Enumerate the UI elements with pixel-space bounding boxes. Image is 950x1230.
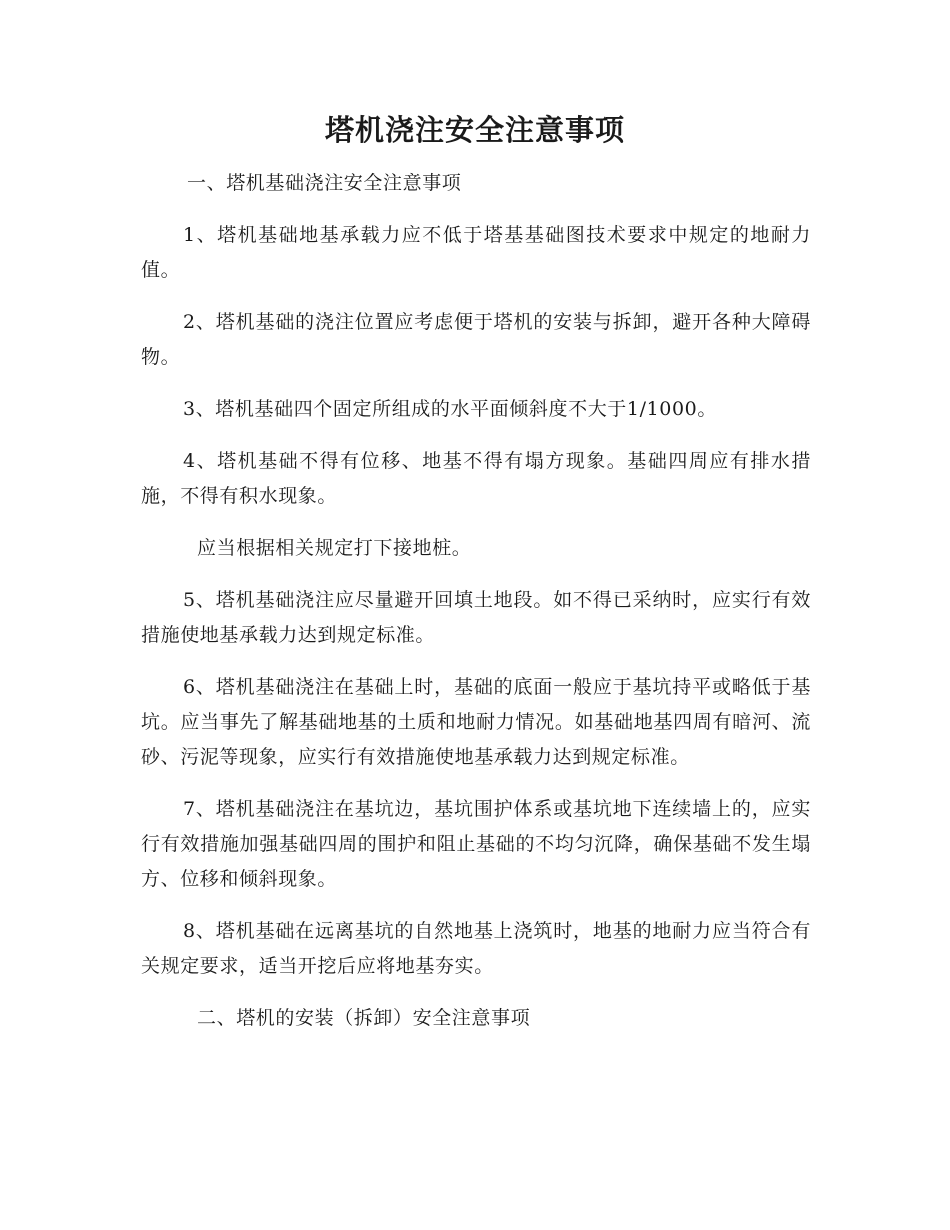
paragraph-item-4: 4、塔机基础不得有位移、地基不得有塌方现象。基础四周应有排水措施，不得有积水现象。 (141, 450, 811, 507)
paragraph-note-grounding: 应当根据相关规定打下接地桩。 (197, 537, 472, 559)
paragraph-item-7: 7、塔机基础浇注在基坑边，基坑围护体系或基坑地下连续墙上的，应实行有效措施加强基础四周的围护和阻止基础的不均匀沉降，确保基础不发生塌方、位移和倾斜现象。 (141, 798, 811, 890)
paragraph-item-1: 1、塔机基础地基承载力应不低于塔基基础图技术要求中规定的地耐力值。 (141, 224, 811, 281)
section-heading-2: 二、塔机的安装（拆卸）安全注意事项 (197, 1007, 531, 1029)
paragraph-item-8: 8、塔机基础在远离基坑的自然地基上浇筑时，地基的地耐力应当符合有关规定要求，适当开挖后应将地基夯实。 (141, 920, 811, 977)
paragraph-item-2: 2、塔机基础的浇注位置应考虑便于塔机的安装与拆卸，避开各种大障碍物。 (141, 311, 811, 368)
paragraph-item-5: 5、塔机基础浇注应尽量避开回填土地段。如不得已采纳时，应实行有效措施使地基承载力达到规定标准。 (141, 589, 811, 646)
document-body (141, 166, 811, 1036)
paragraph-item-3: 3、塔机基础四个固定所组成的水平面倾斜度不大于1/1000。 (183, 398, 717, 420)
page-title: 塔机浇注安全注意事项 (324, 113, 625, 147)
paragraph-item-6: 6、塔机基础浇注在基础上时，基础的底面一般应于基坑持平或略低于基坑。应当事先了解基础地基的土质和地耐力情况。如基础地基四周有暗河、流砂、污泥等现象，应实行有效措施使地基承载力达到规定标准。 (141, 676, 811, 768)
section-heading-1: 一、塔机基础浇注安全注意事项 (187, 172, 462, 194)
